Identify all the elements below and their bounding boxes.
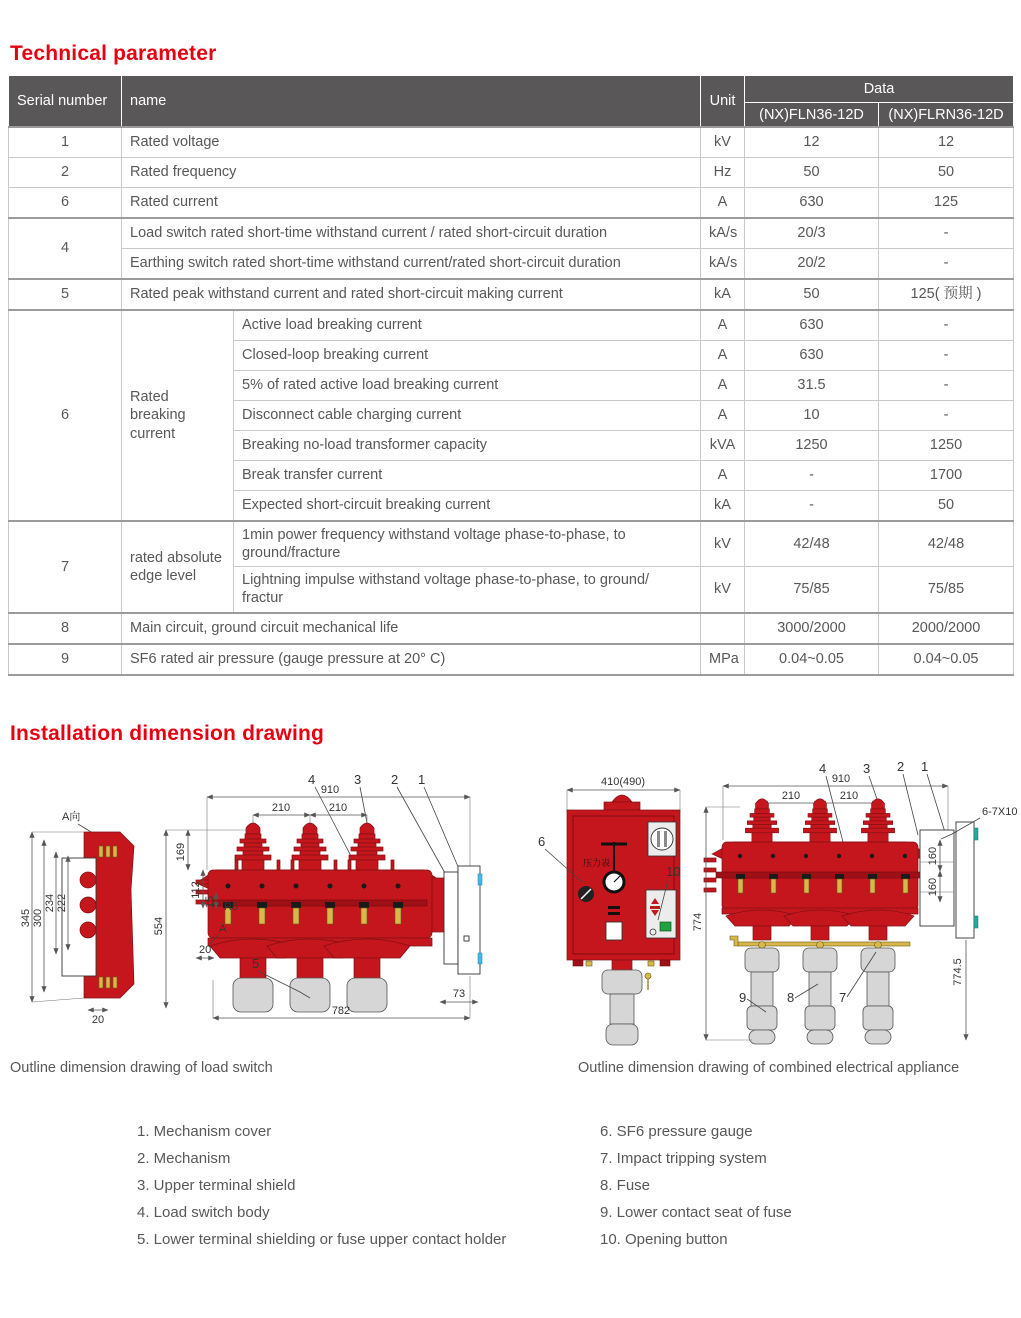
dim-169: 169 xyxy=(175,842,187,862)
cell-val: 0.04~0.05 xyxy=(879,644,1014,675)
cell-unit: A xyxy=(701,341,745,371)
load-switch-side-view xyxy=(20,809,134,1026)
table-row xyxy=(9,158,1014,188)
technical-parameter-table xyxy=(8,75,1014,676)
cell-unit: kA xyxy=(701,491,745,522)
cell-val: 1250 xyxy=(745,431,879,461)
callout-4: 4 xyxy=(308,772,316,787)
cell-group: rated absolute edge level xyxy=(122,521,234,613)
cell-ser: 4 xyxy=(9,218,122,279)
cell-name: Disconnect cable charging current xyxy=(234,401,701,431)
cell-name: Lightning impulse withstand voltage phase-to-phase, to ground/ fractur xyxy=(234,567,701,613)
callout-5: 5 xyxy=(252,956,260,971)
cell-val: 20/2 xyxy=(745,249,879,280)
cell-unit: kV xyxy=(701,521,745,567)
section-title-technical-parameter: Technical parameter xyxy=(10,42,217,66)
cell-unit: A xyxy=(701,310,745,341)
dim-210a: 210 xyxy=(781,790,801,802)
dim-234: 234 xyxy=(44,893,56,913)
cell-name: SF6 rated air pressure (gauge pressure at 20° C) xyxy=(122,644,701,675)
section-title-installation-dimension: Installation dimension drawing xyxy=(10,722,325,746)
table-row xyxy=(9,218,1014,249)
cell-unit: kVA xyxy=(701,431,745,461)
cell-val: 50 xyxy=(879,158,1014,188)
dim-160a: 160 xyxy=(927,846,939,866)
cell-val: 125( 预期 ) xyxy=(879,279,1014,310)
cell-val: - xyxy=(879,310,1014,341)
cell-unit: kA/s xyxy=(701,249,745,280)
cell-val: 125 xyxy=(879,188,1014,219)
dim-910: 910 xyxy=(831,773,851,785)
callout-4: 4 xyxy=(819,761,827,776)
dim-20-left: 20 xyxy=(91,1014,105,1026)
cell-ser: 5 xyxy=(9,279,122,310)
cell-unit: A xyxy=(701,401,745,431)
callout-2: 2 xyxy=(897,759,905,774)
cell-ser: 6 xyxy=(9,188,122,219)
cell-unit: kA xyxy=(701,279,745,310)
header-serial-number: Serial number xyxy=(9,76,122,128)
header-data: Data xyxy=(745,76,1014,103)
cell-group: Rated breaking current xyxy=(122,310,234,521)
cell-name: Expected short-circuit breaking current xyxy=(234,491,701,522)
cell-val: - xyxy=(879,341,1014,371)
cell-unit: kA/s xyxy=(701,218,745,249)
cell-val: - xyxy=(879,249,1014,280)
load-switch-front-view xyxy=(153,772,482,1018)
cell-name: Break transfer current xyxy=(234,461,701,491)
caption-combined-appliance: Outline dimension drawing of combined electrical appliance xyxy=(578,1060,960,1076)
dim-782: 782 xyxy=(331,1005,351,1017)
cell-val: 12 xyxy=(745,127,879,158)
header-unit: Unit xyxy=(701,76,745,128)
cell-val: 75/85 xyxy=(879,567,1014,613)
pressure-gauge-label: 压力表 xyxy=(583,858,611,868)
cell-ser: 7 xyxy=(9,521,122,613)
legend-item: 10. Opening button xyxy=(600,1231,728,1248)
cell-unit: kV xyxy=(701,567,745,613)
cell-val: 42/48 xyxy=(745,521,879,567)
cell-ser: 9 xyxy=(9,644,122,675)
callout-6: 6 xyxy=(538,834,546,849)
cell-val: 10 xyxy=(745,401,879,431)
cell-name: Main circuit, ground circuit mechanical life xyxy=(122,613,701,644)
callout-2: 2 xyxy=(391,772,399,787)
cell-unit: kV xyxy=(701,127,745,158)
cell-val: 50 xyxy=(745,279,879,310)
header-name: name xyxy=(122,76,701,128)
cell-name: Rated voltage xyxy=(122,127,701,158)
table-row xyxy=(9,127,1014,158)
dim-6-7X10: 6-7X10 xyxy=(982,806,1018,818)
label-A: A xyxy=(219,923,227,935)
cell-val: 20/3 xyxy=(745,218,879,249)
cell-name: Breaking no-load transformer capacity xyxy=(234,431,701,461)
cell-val: 1250 xyxy=(879,431,1014,461)
cell-val: 1700 xyxy=(879,461,1014,491)
cell-name: Earthing switch rated short-time withstand current/rated short-circuit duration xyxy=(122,249,701,280)
cell-ser: 2 xyxy=(9,158,122,188)
dim-410-490: 410(490) xyxy=(600,776,646,788)
legend-list-right xyxy=(600,1118,792,1253)
table-body xyxy=(9,127,1014,675)
cell-name: Rated current xyxy=(122,188,701,219)
legend-item: 8. Fuse xyxy=(600,1177,651,1194)
cell-unit: A xyxy=(701,461,745,491)
cell-val: 630 xyxy=(745,341,879,371)
table-row xyxy=(9,279,1014,310)
dim-R5: R5 xyxy=(224,901,239,913)
callout-1: 1 xyxy=(921,759,929,774)
dim-160b: 160 xyxy=(927,877,939,897)
callout-3: 3 xyxy=(354,772,362,787)
cell-val: 2000/2000 xyxy=(879,613,1014,644)
cell-ser: 6 xyxy=(9,310,122,521)
cell-val: - xyxy=(879,371,1014,401)
dim-210a: 210 xyxy=(271,802,291,814)
cell-ser: 8 xyxy=(9,613,122,644)
callout-10: 10 xyxy=(666,864,681,879)
callout-3: 3 xyxy=(863,761,871,776)
cell-val: 31.5 xyxy=(745,371,879,401)
cell-val: 12 xyxy=(879,127,1014,158)
dim-210b: 210 xyxy=(839,790,859,802)
cell-name: 1min power frequency withstand voltage phase-to-phase, to ground/fracture xyxy=(234,521,701,567)
legend-item: 5. Lower terminal shielding or fuse upper contact holder xyxy=(137,1231,507,1248)
cell-val: - xyxy=(879,401,1014,431)
caption-load-switch: Outline dimension drawing of load switch xyxy=(10,1060,273,1076)
callout-8: 8 xyxy=(787,990,795,1005)
legend-item: 2. Mechanism xyxy=(137,1150,231,1167)
cell-name: Rated peak withstand current and rated short-circuit making current xyxy=(122,279,701,310)
cell-name: 5% of rated active load breaking current xyxy=(234,371,701,401)
dim-300: 300 xyxy=(32,908,44,928)
cell-unit: A xyxy=(701,371,745,401)
dim-210b: 210 xyxy=(328,802,348,814)
cell-val: - xyxy=(879,218,1014,249)
legend-item: 4. Load switch body xyxy=(137,1204,270,1221)
cell-val: 0.04~0.05 xyxy=(745,644,879,675)
header-model-flrn36: (NX)FLRN36-12D xyxy=(879,103,1014,128)
combined-appliance-front-view xyxy=(692,759,1017,1044)
dim-774: 774 xyxy=(692,912,704,932)
legend-item: 7. Impact tripping system xyxy=(600,1150,767,1167)
cell-val: 75/85 xyxy=(745,567,879,613)
legend-item: 9. Lower contact seat of fuse xyxy=(600,1204,792,1221)
table-row xyxy=(9,613,1014,644)
dim-15: 15 xyxy=(204,895,216,909)
table-row xyxy=(9,249,1014,280)
dim-554: 554 xyxy=(153,916,165,936)
callout-9: 9 xyxy=(739,990,747,1005)
legend-item: 1. Mechanism cover xyxy=(137,1123,272,1140)
dim-112: 112 xyxy=(190,881,202,899)
cell-val: - xyxy=(745,461,879,491)
table-row xyxy=(9,644,1014,675)
cell-name: Active load breaking current xyxy=(234,310,701,341)
cell-ser: 1 xyxy=(9,127,122,158)
dim-73: 73 xyxy=(452,988,466,1000)
dim-20-front: 20 xyxy=(199,944,212,956)
cell-unit: A xyxy=(701,188,745,219)
header-model-fln36: (NX)FLN36-12D xyxy=(745,103,879,128)
view-direction-label: A向 xyxy=(62,811,81,823)
cell-val: 630 xyxy=(745,188,879,219)
cell-val: 42/48 xyxy=(879,521,1014,567)
cell-val: - xyxy=(745,491,879,522)
table-header xyxy=(9,76,1014,128)
callout-7: 7 xyxy=(839,990,847,1005)
table-row xyxy=(9,310,1014,341)
table-row xyxy=(9,521,1014,567)
legend-item: 6. SF6 pressure gauge xyxy=(600,1123,753,1140)
cell-val: 3000/2000 xyxy=(745,613,879,644)
cell-name: Rated frequency xyxy=(122,158,701,188)
cell-val: 50 xyxy=(879,491,1014,522)
technical-drawing xyxy=(0,740,1021,1050)
table-row xyxy=(9,188,1014,219)
cell-val: 630 xyxy=(745,310,879,341)
cell-name: Closed-loop breaking current xyxy=(234,341,701,371)
legend-item: 3. Upper terminal shield xyxy=(137,1177,296,1194)
dim-345: 345 xyxy=(20,908,32,928)
legend-list-left xyxy=(137,1118,506,1253)
cell-val: 50 xyxy=(745,158,879,188)
dim-774-5: 774.5 xyxy=(952,958,964,986)
cell-unit: MPa xyxy=(701,644,745,675)
dim-222: 222 xyxy=(56,893,68,913)
dim-910: 910 xyxy=(320,784,340,796)
cell-unit: Hz xyxy=(701,158,745,188)
callout-1: 1 xyxy=(418,772,426,787)
combined-appliance-side-view xyxy=(538,776,680,1045)
cell-name: Load switch rated short-time withstand current / rated short-circuit duration xyxy=(122,218,701,249)
cell-unit xyxy=(701,613,745,644)
